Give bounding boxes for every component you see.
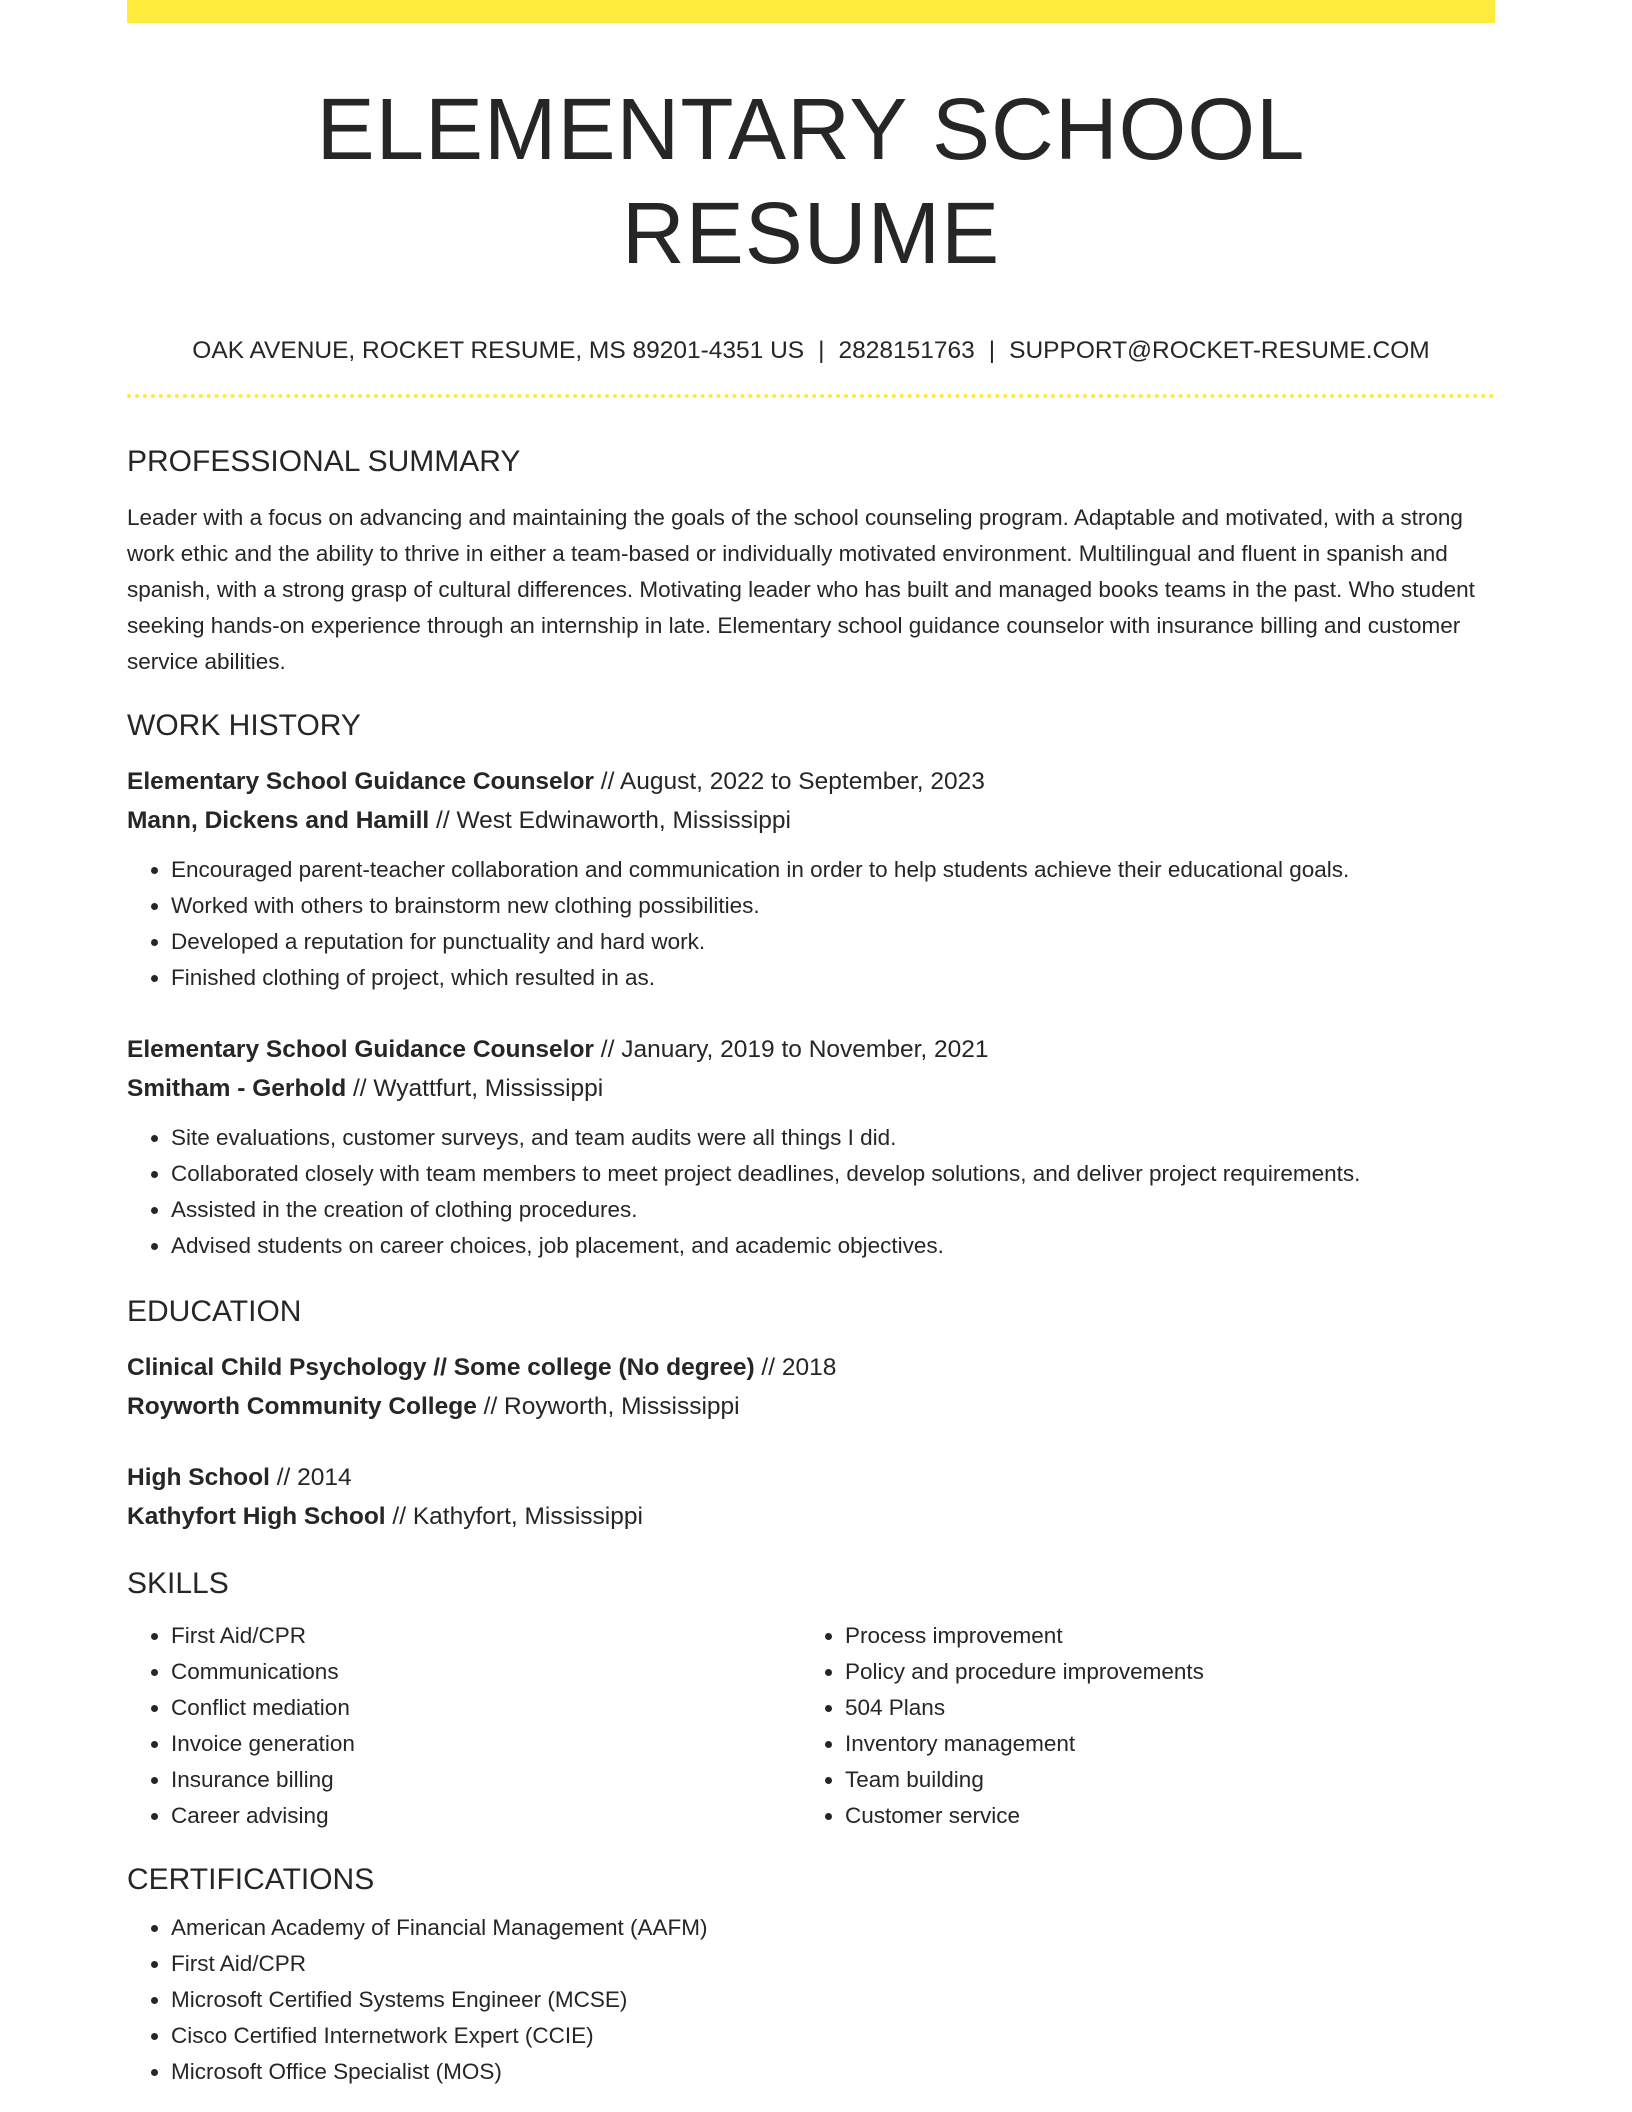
section-title-summary: PROFESSIONAL SUMMARY: [127, 445, 521, 478]
skills-grid: [127, 1618, 1495, 1834]
education-degree: High School: [127, 1464, 270, 1491]
resume-content: [127, 0, 1495, 2090]
job-position-line: [127, 762, 1495, 801]
job-bullet: • Developed a reputation for punctuality and hard work.: [171, 924, 1495, 960]
education-school: Kathyfort High School: [127, 1503, 386, 1530]
summary-text: Leader with a focus on advancing and maintaining the goals of the school counseling program. Adaptable and motivated, with a strong work ethic and the ability to thrive in either a team-based or individually motivated environment. Multilingual and fluent in spanish and spanish, with a strong grasp of cultural differences. Motivating leader who has built and managed books teams in the past. Who student seeking hands-on experience through an internship in late. Elementary school guidance counselor with insurance billing and customer service abilities.: [127, 505, 1475, 674]
contact-line: [127, 336, 1495, 366]
skills-list-left: [127, 1618, 801, 1834]
skill-item: • Customer service: [845, 1798, 1475, 1834]
skill-item: • Process improvement: [845, 1618, 1475, 1654]
skill-item: • Career advising: [171, 1798, 801, 1834]
skill-item: • Policy and procedure improvements: [845, 1654, 1475, 1690]
certification-item: • First Aid/CPR: [171, 1946, 1495, 1982]
job-company: Smitham - Gerhold: [127, 1075, 347, 1102]
section-title-certifications: CERTIFICATIONS: [127, 1863, 375, 1896]
job-bullet: • Collaborated closely with team members to meet project deadlines, develop solutions, and deliver project requirements.: [171, 1156, 1495, 1192]
skill-item: • 504 Plans: [845, 1690, 1475, 1726]
job-position: Elementary School Guidance Counselor: [127, 768, 594, 795]
contact-phone: 2828151763: [838, 337, 975, 364]
job-bullet-list: [127, 1120, 1495, 1264]
skill-item: • First Aid/CPR: [171, 1618, 801, 1654]
education-school: Royworth Community College: [127, 1393, 477, 1420]
job-bullet: • Encouraged parent-teacher collaboration and communication in order to help students achieve their educational goals.: [171, 852, 1495, 888]
certification-item: • American Academy of Financial Management (AAFM): [171, 1910, 1495, 1946]
contact-address: OAK AVENUE, ROCKET RESUME, MS 89201-4351 US: [192, 337, 805, 364]
job-company: Mann, Dickens and Hamill: [127, 807, 430, 834]
job-bullet: • Assisted in the creation of clothing procedures.: [171, 1192, 1495, 1228]
section-title-skills: SKILLS: [127, 1567, 229, 1600]
job-entry: [127, 762, 1495, 996]
skill-item: • Communications: [171, 1654, 801, 1690]
education-entry: [127, 1348, 1495, 1426]
job-position: Elementary School Guidance Counselor: [127, 1036, 594, 1063]
job-location: // Wyattfurt, Mississippi: [346, 1075, 604, 1102]
job-dates: // August, 2022 to September, 2023: [593, 768, 985, 795]
education-year: // 2018: [754, 1354, 837, 1381]
job-position-line: [127, 1030, 1495, 1069]
certification-item: • Microsoft Certified Systems Engineer (MCSE): [171, 1982, 1495, 2018]
skill-item: • Team building: [845, 1762, 1475, 1798]
dotted-divider: [127, 394, 1495, 398]
education-year: // 2014: [269, 1464, 352, 1491]
certifications-list: [127, 1910, 1495, 2090]
skill-item: • Inventory management: [845, 1726, 1475, 1762]
education-location: // Royworth, Mississippi: [476, 1393, 740, 1420]
resume-title: ELEMENTARY SCHOOL RESUME: [316, 81, 1306, 282]
education-degree-line: [127, 1458, 1495, 1497]
skills-list-right: [801, 1618, 1475, 1834]
contact-separator: |: [988, 337, 996, 364]
job-bullet-list: [127, 852, 1495, 996]
certification-item: • Microsoft Office Specialist (MOS): [171, 2054, 1495, 2090]
section-title-work-history: WORK HISTORY: [127, 709, 361, 742]
education-school-line: [127, 1387, 1495, 1426]
job-location: // West Edwinaworth, Mississippi: [429, 807, 791, 834]
skill-item: • Conflict mediation: [171, 1690, 801, 1726]
skill-item: • Invoice generation: [171, 1726, 801, 1762]
education-entry: [127, 1458, 1495, 1536]
certification-item: • Cisco Certified Internetwork Expert (CCIE): [171, 2018, 1495, 2054]
education-degree: Clinical Child Psychology // Some college (No degree): [127, 1354, 755, 1381]
job-bullet: • Advised students on career choices, job placement, and academic objectives.: [171, 1228, 1495, 1264]
contact-email: SUPPORT@ROCKET-RESUME.COM: [1009, 337, 1430, 364]
contact-separator: |: [818, 337, 825, 364]
job-bullet: • Finished clothing of project, which resulted in as.: [171, 960, 1495, 996]
job-company-line: [127, 1069, 1495, 1108]
skill-item: • Insurance billing: [171, 1762, 801, 1798]
job-bullet: • Worked with others to brainstorm new clothing possibilities.: [171, 888, 1495, 924]
job-entry: [127, 1030, 1495, 1264]
job-company-line: [127, 801, 1495, 840]
education-degree-line: [127, 1348, 1495, 1387]
job-bullet: • Site evaluations, customer surveys, and team audits were all things I did.: [171, 1120, 1495, 1156]
education-location: // Kathyfort, Mississippi: [385, 1503, 643, 1530]
job-dates: // January, 2019 to November, 2021: [593, 1036, 989, 1063]
section-title-education: EDUCATION: [127, 1295, 302, 1328]
education-school-line: [127, 1497, 1495, 1536]
